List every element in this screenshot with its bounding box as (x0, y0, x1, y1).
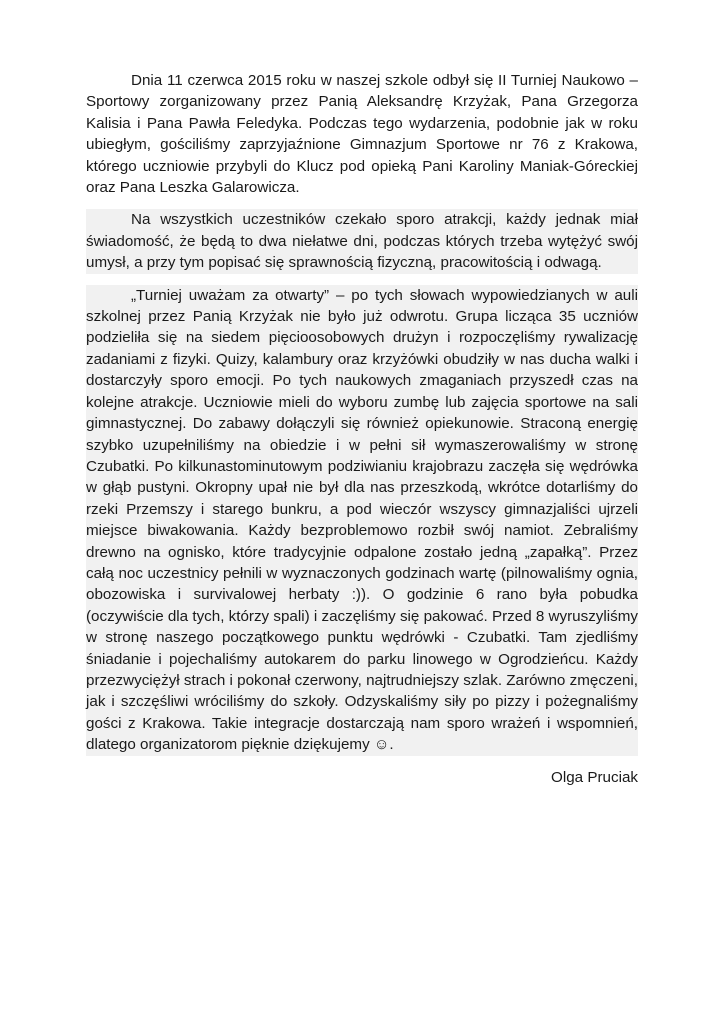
article-paragraph-3: „Turniej uważam za otwarty” – po tych słowach wypowiedzianych w auli szkolnej przez Panią Krzyżak nie było już odwrotu. Grupa licząca 35 uczniów podzieliła się na siedem pięcioosobowych drużyn i rozpoczęliśmy rywalizację zadaniami z fizyki. Quizy, kalambury oraz krzyżówki obudziły w nas ducha walki i dostarczyły sporo emocji. Po tych naukowych zmaganiach przyszedł czas na kolejne atrakcje. Uczniowie mieli do wyboru zumbę lub zajęcia sportowe na sali gimnastycznej. Do zabawy dołączyli się również opiekunowie. Straconą energię szybko uzupełniliśmy na obiedzie i w pełni sił wymaszerowaliśmy w stronę Czubatki. Po kilkunastominutowym podziwianiu krajobrazu zaczęła się wędrówka w głąb pustyni. Okropny upał nie był dla nas przeszkodą, wkrótce dotarliśmy do rzeki Przemszy i starego bunkru, a pod wieczór wszyscy gimnazjaliści ujrzeli miejsce biwakowania. Każdy bezproblemowo rozbił swój namiot. Zebraliśmy drewno na ognisko, które tradycyjnie odpalone zostało jedną „zapałką”. Przez całą noc uczestnicy pełnili w wyznaczonych godzinach wartę (pilnowaliśmy ognia, obozowiska i survivalowej herbaty :)). O godzinie 6 rano była pobudka (oczywiście dla tych, którzy spali) i zaczęliśmy się pakować. Przed 8 wyruszyliśmy w stronę naszego początkowego punktu wędrówki - Czubatki. Tam zjedliśmy śniadanie i pojechaliśmy autokarem do parku linowego w Ogrodzieńcu. Każdy przezwyciężył strach i pokonał czerwony, najtrudniejszy szlak. Zarówno zmęczeni, jak i szczęśliwi wróciliśmy do szkoły. Odzyskaliśmy siły po pizzy i pożegnaliśmy gości z Krakowa. Takie integracje dostarczają nam sporo wrażeń i wspomnień, dlatego organizatorom pięknie dziękujemy ☺. (86, 285, 638, 756)
article-page (86, 70, 638, 788)
article-paragraph-2: Na wszystkich uczestników czekało sporo atrakcji, każdy jednak miał świadomość, że będą to dwa niełatwe dni, podczas których trzeba wytężyć swój umysł, a przy tym popisać się sprawnością fizyczną, pracowitością i odwagą. (86, 209, 638, 273)
article-paragraph-1: Dnia 11 czerwca 2015 roku w naszej szkole odbył się II Turniej Naukowo – Sportowy zorganizowany przez Panią Aleksandrę Krzyżak, Pana Grzegorza Kalisia i Pana Pawła Feledyka. Podczas tego wydarzenia, podobnie jak w roku ubiegłym, gościliśmy zaprzyjaźnione Gimnazjum Sportowe nr 76 z Krakowa, którego uczniowie przybyli do Klucz pod opieką Pani Karoliny Maniak-Góreckiej oraz Pana Leszka Galarowicza. (86, 72, 638, 197)
author-signature: Olga Pruciak (551, 768, 638, 786)
